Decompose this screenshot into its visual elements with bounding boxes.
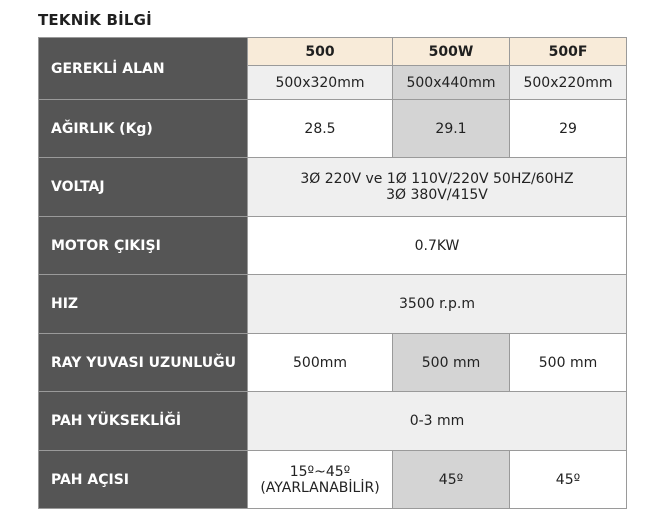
cell-hiz: 3500 r.p.m xyxy=(248,275,627,334)
cell-ray-500w: 500 mm xyxy=(393,334,510,392)
voltaj-line-1: 3Ø 220V ve 1Ø 110V/220V 50HZ/60HZ xyxy=(300,171,574,187)
row-label-voltaj: VOLTAJ xyxy=(39,158,248,217)
cell-gerekli-alan-500: 500x320mm xyxy=(248,66,393,100)
cell-ray-500: 500mm xyxy=(248,334,393,392)
row-label-gerekli-alan: GEREKLİ ALAN xyxy=(39,38,248,100)
column-header-500: 500 xyxy=(248,38,393,66)
cell-pah-yukseklik: 0-3 mm xyxy=(248,392,627,451)
voltaj-line-2: 3Ø 380V/415V xyxy=(386,187,488,203)
row-label-pah-yukseklik: PAH YÜKSEKLİĞİ xyxy=(39,392,248,451)
cell-agirlik-500: 28.5 xyxy=(248,100,393,158)
cell-pah-aci-500 xyxy=(248,451,393,509)
column-header-500f: 500F xyxy=(510,38,627,66)
row-label-hiz: HIZ xyxy=(39,275,248,334)
cell-motor: 0.7KW xyxy=(248,217,627,275)
row-label-agirlik: AĞIRLIK (Kg) xyxy=(39,100,248,158)
cell-ray-500f: 500 mm xyxy=(510,334,627,392)
row-label-ray: RAY YUVASI UZUNLUĞU xyxy=(39,334,248,392)
cell-gerekli-alan-500w: 500x440mm xyxy=(393,66,510,100)
row-label-motor: MOTOR ÇIKIŞI xyxy=(39,217,248,275)
cell-agirlik-500f: 29 xyxy=(510,100,627,158)
page-title: TEKNİK BİLGİ xyxy=(38,11,152,29)
cell-pah-aci-500w: 45º xyxy=(393,451,510,509)
cell-pah-aci-500f: 45º xyxy=(510,451,627,509)
column-header-500w: 500W xyxy=(393,38,510,66)
cell-voltaj xyxy=(248,158,627,217)
pah-aci-line-2: (AYARLANABİLİR) xyxy=(260,479,380,496)
pah-aci-line-1: 15º~45º xyxy=(289,463,351,480)
cell-gerekli-alan-500f: 500x220mm xyxy=(510,66,627,100)
cell-agirlik-500w: 29.1 xyxy=(393,100,510,158)
spec-table xyxy=(38,37,627,509)
row-label-pah-aci: PAH AÇISI xyxy=(39,451,248,509)
